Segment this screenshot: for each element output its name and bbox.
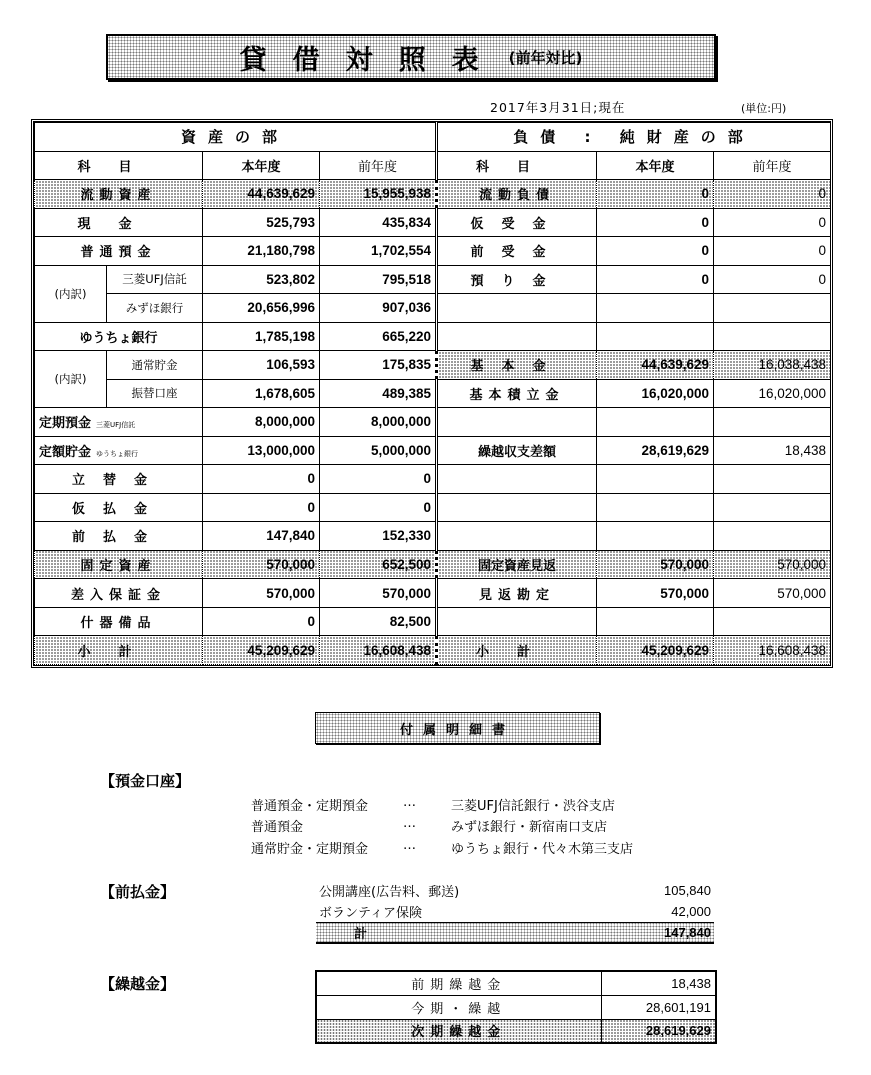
- prepaid-total-amount: 147,840: [608, 922, 714, 943]
- deposit-type-1: 普通預金・定期預金: [251, 799, 369, 814]
- carryforward-label: 繰越収支差額: [437, 436, 597, 465]
- liab-col-prior: 前年度: [714, 151, 831, 180]
- liab-subtotal-prior: 16,608,438: [714, 636, 831, 665]
- deposits-heading: 【預金口座】: [100, 772, 191, 790]
- current-assets-label: 流動資産: [35, 180, 203, 209]
- carry-item-label: 今期・繰越: [316, 995, 601, 1019]
- liab-col-item: 科目: [437, 151, 597, 180]
- carry-total-amount: 28,619,629: [601, 1019, 716, 1043]
- yucho-current: 1,785,198: [203, 322, 320, 351]
- deposit-type-2: 普通預金: [251, 820, 304, 835]
- balance-sheet-table: [34, 122, 831, 665]
- fixed-savings-prior: 5,000,000: [320, 436, 437, 465]
- fixed-assets-prior: 652,500: [320, 550, 437, 579]
- table-row: [35, 465, 831, 494]
- deposit-dots-2: …: [403, 816, 416, 831]
- title-box: [106, 34, 716, 80]
- fund-current: 44,639,629: [597, 351, 714, 380]
- assets-col-prior: 前年度: [320, 151, 437, 180]
- page-title: 貸借対照表: [239, 44, 505, 76]
- table-row: [35, 550, 831, 579]
- fixtures-current: 0: [203, 607, 320, 636]
- table-row: [35, 237, 831, 266]
- deposit-bank-1: 三菱UFJ信託銀行・渋谷支店: [451, 799, 615, 814]
- prepaid-current: 147,840: [203, 522, 320, 551]
- prepaid-label: 前払金: [35, 522, 203, 551]
- yucho-savings-current: 106,593: [203, 351, 320, 380]
- assets-col-item: 科目: [35, 151, 203, 180]
- yucho-prior: 665,220: [320, 322, 437, 351]
- cash-current: 525,793: [203, 208, 320, 237]
- deposit-dots-1: …: [403, 795, 416, 810]
- mizuho-label: みずほ銀行: [107, 294, 203, 323]
- mizuho-prior: 907,036: [320, 294, 437, 323]
- table-row: [316, 880, 714, 901]
- breakdown-label-2: (内訳): [35, 351, 107, 408]
- deposit-dots-3: …: [403, 838, 416, 853]
- advance-receipts-current: 0: [597, 237, 714, 266]
- table-row: [35, 436, 831, 465]
- suspense-receipts-prior: 0: [714, 208, 831, 237]
- carryforward-prior: 18,438: [714, 436, 831, 465]
- current-liabilities-current: 0: [597, 180, 714, 209]
- advances-current: 0: [203, 465, 320, 494]
- deposit-bank-2: みずほ銀行・新宿南口支店: [451, 820, 608, 835]
- fund-prior: 16,038,438: [714, 351, 831, 380]
- guarantee-deposit-current: 570,000: [203, 579, 320, 608]
- table-row: [35, 180, 831, 209]
- fixed-savings-current: 13,000,000: [203, 436, 320, 465]
- offset-account-label: 見返勘定: [437, 579, 597, 608]
- carry-item-amount: 18,438: [601, 971, 716, 995]
- deposit-type-3: 通常貯金・定期預金: [251, 842, 369, 857]
- prepaid-heading: 【前払金】: [100, 883, 176, 901]
- fund-reserve-label: 基本積立金: [437, 379, 597, 408]
- yucho-transfer-current: 1,678,605: [203, 379, 320, 408]
- table-row: [35, 379, 831, 408]
- mizuho-current: 20,656,996: [203, 294, 320, 323]
- yucho-label: ゆうちょ銀行: [35, 322, 203, 351]
- carry-item-amount: 28,601,191: [601, 995, 716, 1019]
- advances-prior: 0: [320, 465, 437, 494]
- fixed-savings-cell: [35, 436, 203, 465]
- appendix-title: 付属明細書: [315, 712, 600, 744]
- liabilities-section-title: 負債 : 純財産の部: [437, 123, 831, 152]
- table-row: [35, 208, 831, 237]
- carry-total-row: [316, 1019, 716, 1043]
- guarantee-deposit-prior: 570,000: [320, 579, 437, 608]
- carryover-table: [315, 970, 717, 1044]
- suspense-payments-label: 仮払金: [35, 493, 203, 522]
- time-deposit-label: 定期預金: [39, 416, 92, 432]
- prepaid-total-label: 計: [316, 922, 608, 943]
- subtotal-row: [35, 636, 831, 665]
- prepaid-item-label: 公開講座(広告料、郵送): [319, 885, 460, 900]
- section-header-row: [35, 123, 831, 152]
- table-row: [35, 322, 831, 351]
- prepaid-prior: 152,330: [320, 522, 437, 551]
- suspense-receipts-label: 仮受金: [437, 208, 597, 237]
- fixed-assets-label: 固定資産: [35, 550, 203, 579]
- yucho-transfer-prior: 489,385: [320, 379, 437, 408]
- table-row: [316, 901, 714, 922]
- mufg-current: 523,802: [203, 265, 320, 294]
- fixed-savings-label: 定額貯金: [39, 444, 92, 460]
- fixtures-prior: 82,500: [320, 607, 437, 636]
- cash-prior: 435,834: [320, 208, 437, 237]
- prepaid-item-amount: 42,000: [671, 903, 711, 919]
- table-row: [35, 607, 831, 636]
- prepaid-item-label: ボランティア保険: [319, 905, 422, 921]
- current-liabilities-label: 流動負債: [437, 180, 597, 209]
- deposits-received-current: 0: [597, 265, 714, 294]
- carryforward-current: 28,619,629: [597, 436, 714, 465]
- current-liabilities-prior: 0: [714, 180, 831, 209]
- report-date: 2017年3月31日;現在: [490, 100, 626, 115]
- table-row: [35, 579, 831, 608]
- ordinary-deposit-prior: 1,702,554: [320, 237, 437, 266]
- fixed-savings-note: ゆうちょ銀行: [96, 449, 139, 458]
- unit-label: (単位:円): [741, 102, 787, 115]
- offset-account-current: 570,000: [597, 579, 714, 608]
- current-assets-prior: 15,955,938: [320, 180, 437, 209]
- breakdown-label: (内訳): [35, 265, 107, 322]
- assets-section-title: 資産の部: [35, 123, 437, 152]
- carry-item-label: 前期繰越金: [316, 971, 601, 995]
- suspense-receipts-current: 0: [597, 208, 714, 237]
- advance-receipts-label: 前受金: [437, 237, 597, 266]
- fixed-asset-offset-prior: 570,000: [714, 550, 831, 579]
- carry-total-label: 次期繰越金: [316, 1019, 601, 1043]
- prepaid-table: [316, 880, 714, 944]
- table-row: [35, 294, 831, 323]
- fixed-assets-current: 570,000: [203, 550, 320, 579]
- current-assets-current: 44,639,629: [203, 180, 320, 209]
- suspense-payments-prior: 0: [320, 493, 437, 522]
- fund-reserve-prior: 16,020,000: [714, 379, 831, 408]
- prepaid-total-row: [316, 922, 714, 943]
- assets-subtotal-label: 小計: [35, 636, 203, 665]
- deposit-bank-3: ゆうちょ銀行・代々木第三支店: [451, 842, 634, 857]
- ordinary-deposit-current: 21,180,798: [203, 237, 320, 266]
- liab-subtotal-current: 45,209,629: [597, 636, 714, 665]
- offset-account-prior: 570,000: [714, 579, 831, 608]
- page-subtitle: (前年対比): [508, 48, 583, 67]
- time-deposit-current: 8,000,000: [203, 408, 320, 437]
- mufg-label: 三菱UFJ信託: [107, 265, 203, 294]
- table-row: [35, 351, 831, 380]
- time-deposit-cell: [35, 408, 203, 437]
- yucho-transfer-label: 振替口座: [107, 379, 203, 408]
- prepaid-item-amount: 105,840: [664, 883, 711, 898]
- assets-subtotal-prior: 16,608,438: [320, 636, 437, 665]
- table-row: [316, 971, 716, 995]
- advances-label: 立替金: [35, 465, 203, 494]
- fixed-asset-offset-label: 固定資産見返: [437, 550, 597, 579]
- mufg-prior: 795,518: [320, 265, 437, 294]
- table-row: [35, 493, 831, 522]
- deposits-received-label: 預り金: [437, 265, 597, 294]
- yucho-savings-prior: 175,835: [320, 351, 437, 380]
- ordinary-deposit-label: 普通預金: [35, 237, 203, 266]
- liab-col-current: 本年度: [597, 151, 714, 180]
- table-row: [35, 522, 831, 551]
- fund-label: 基本金: [437, 351, 597, 380]
- assets-subtotal-current: 45,209,629: [203, 636, 320, 665]
- deposits-received-prior: 0: [714, 265, 831, 294]
- table-row: [35, 265, 831, 294]
- table-row: [35, 408, 831, 437]
- fund-reserve-current: 16,020,000: [597, 379, 714, 408]
- time-deposit-prior: 8,000,000: [320, 408, 437, 437]
- column-header-row: [35, 151, 831, 180]
- time-deposit-note: 三菱UFJ信託: [96, 421, 136, 430]
- balance-sheet: [31, 119, 833, 668]
- liab-subtotal-label: 小計: [437, 636, 597, 665]
- cash-label: 現金: [35, 208, 203, 237]
- yucho-savings-label: 通常貯金: [107, 351, 203, 380]
- table-row: [316, 995, 716, 1019]
- suspense-payments-current: 0: [203, 493, 320, 522]
- advance-receipts-prior: 0: [714, 237, 831, 266]
- carry-heading: 【繰越金】: [100, 975, 176, 993]
- fixed-asset-offset-current: 570,000: [597, 550, 714, 579]
- guarantee-deposit-label: 差入保証金: [35, 579, 203, 608]
- assets-col-current: 本年度: [203, 151, 320, 180]
- fixtures-label: 什器備品: [35, 607, 203, 636]
